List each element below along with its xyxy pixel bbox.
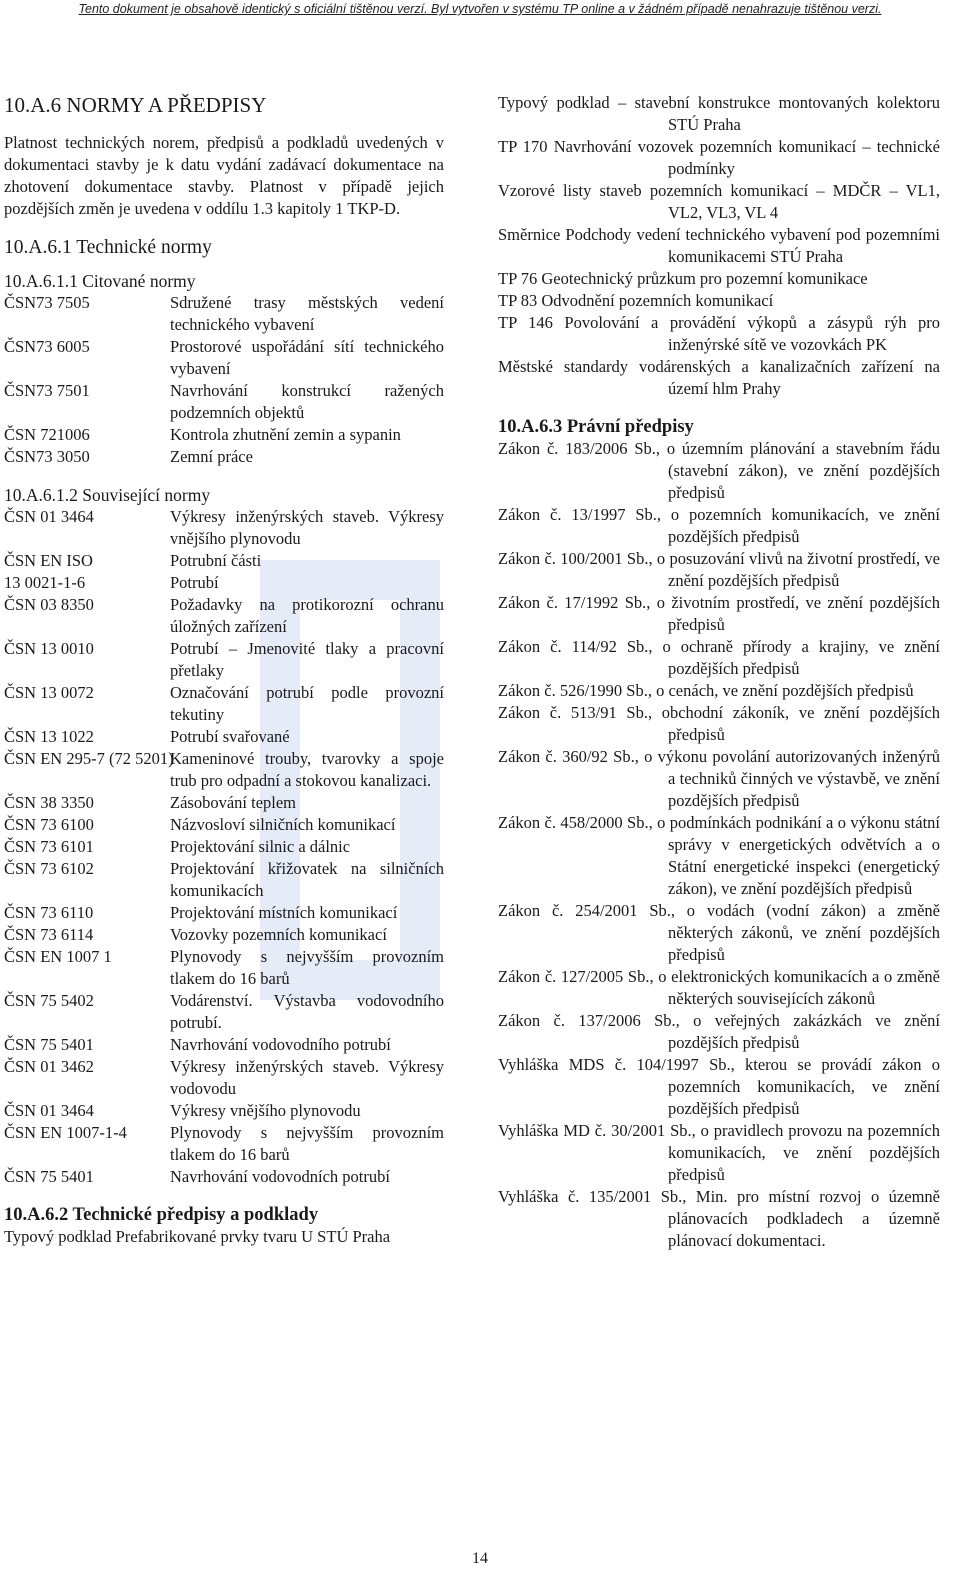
law-item: Vyhláška MD č. 30/2001 Sb., o pravidlech provozu na pozemních komunikacích, ve znění pozdějších předpisů	[498, 1121, 940, 1184]
standard-title: Prostorové uspořádání sítí technického vybavení	[170, 337, 444, 378]
standard-title: Výkresy inženýrských staveb. Výkresy vnějšího plynovodu	[170, 507, 444, 548]
law-item: Zákon č. 13/1997 Sb., o pozemních komunikacích, ve znění pozdějších předpisů	[498, 505, 940, 546]
standard-code: ČSN 03 8350	[4, 595, 94, 614]
standard-code: ČSN 13 0072	[4, 683, 94, 702]
standard-code: ČSN 73 6102	[4, 859, 94, 878]
standard-row	[4, 726, 444, 748]
regulation-item: TP 76 Geotechnický průzkum pro pozemní komunikace	[498, 269, 868, 288]
standard-title: Vozovky pozemních komunikací	[170, 925, 387, 944]
standard-code: ČSN 73 6100	[4, 815, 94, 834]
standard-code: ČSN73 7505	[4, 293, 90, 312]
standard-title: Navrhování vodovodního potrubí	[170, 1035, 391, 1054]
regulation-item: Městské standardy vodárenských a kanalizačních zařízení na území hlm Prahy	[498, 357, 940, 398]
laws-list	[498, 438, 940, 1252]
standard-row	[4, 506, 444, 550]
law-item: Zákon č. 114/92 Sb., o ochraně přírody a krajiny, ve znění pozdějších předpisů	[498, 637, 940, 678]
section-heading: 10.A.6 NORMY A PŘEDPISY	[4, 93, 267, 117]
standard-title: Plynovody s nejvyšším provozním tlakem do 16 barů	[170, 1123, 444, 1164]
standard-code: ČSN 01 3464	[4, 1101, 94, 1120]
standard-code: ČSN 75 5402	[4, 991, 94, 1010]
standard-title: Projektování místních komunikací	[170, 903, 398, 922]
standard-row	[4, 424, 444, 446]
standard-row	[4, 1122, 444, 1166]
standard-title: Sdružené trasy městských vedení technického vybavení	[170, 293, 444, 334]
standard-code: ČSN EN 295-7 (72 5201)	[4, 749, 174, 768]
intro-paragraph: Platnost technických norem, předpisů a podkladů uvedených v dokumentaci stavby je k datu vydání zadávací dokumentace na zhotovení dokumentace stavby. Platnost v případě jejich pozdějších změn je uvedena v oddílu 1.3 kapitoly 1 TKP-D.	[4, 133, 444, 218]
regulation-item: Směrnice Podchody vedení technického vybavení pod pozemními komunikacemi STÚ Praha	[498, 225, 940, 266]
standard-row	[4, 682, 444, 726]
standard-code: ČSN 13 1022	[4, 727, 94, 746]
law-item: Vyhláška č. 135/2001 Sb., Min. pro místní rozvoj o územně plánovacích podkladech a územně plánovací dokumentaci.	[498, 1187, 940, 1250]
standard-row	[4, 638, 444, 682]
standard-row	[4, 336, 444, 380]
regulation-item: Typový podklad – stavební konstrukce montovaných kolektoru STÚ Praha	[498, 93, 940, 134]
standard-code: ČSN 38 3350	[4, 793, 94, 812]
standard-title: Výkresy vnějšího plynovodu	[170, 1101, 361, 1120]
law-item: Zákon č. 526/1990 Sb., o cenách, ve znění pozdějších předpisů	[498, 681, 914, 700]
standard-code: ČSN EN ISO	[4, 551, 93, 570]
standard-row	[4, 1056, 444, 1100]
related-standards-list	[4, 506, 444, 1188]
law-item: Zákon č. 458/2000 Sb., o podmínkách podnikání a o výkonu státní správy v energetických odvětvích a o Státní energetické inspekci (energetický zákon), ve znění pozdějších předpisů	[498, 813, 940, 898]
standard-title: Potrubí – Jmenovité tlaky a pracovní přetlaky	[170, 639, 444, 680]
standard-title: Projektování silnic a dálnic	[170, 837, 351, 856]
related-standards-heading: 10.A.6.1.2 Související normy	[4, 485, 211, 505]
standard-row	[4, 946, 444, 990]
standard-code: ČSN 75 5401	[4, 1167, 94, 1186]
law-item: Vyhláška MDS č. 104/1997 Sb., kterou se provádí zákon o pozemních komunikacích, ve znění pozdějších předpisů	[498, 1055, 940, 1118]
standard-title: Plynovody s nejvyšším provozním tlakem do 16 barů	[170, 947, 444, 988]
technical-regulations-heading: 10.A.6.2 Technické předpisy a podklady	[4, 1205, 319, 1225]
standard-title: Názvosloví silničních komunikací	[170, 815, 396, 834]
standard-row	[4, 380, 444, 424]
standard-row	[4, 792, 444, 814]
standard-code: ČSN73 3050	[4, 447, 90, 466]
standard-row	[4, 924, 444, 946]
standard-title: Zemní práce	[170, 447, 253, 466]
standard-title: Výkresy inženýrských staveb. Výkresy vodovodu	[170, 1057, 444, 1098]
standard-row	[4, 990, 444, 1034]
right-column	[498, 92, 940, 1252]
law-item: Zákon č. 17/1992 Sb., o životním prostředí, ve znění pozdějších předpisů	[498, 593, 940, 634]
regulation-item: TP 146 Povolování a provádění výkopů a zásypů rýh pro inženýrské sítě ve vozovkách PK	[498, 313, 940, 354]
standard-row	[4, 858, 444, 902]
regulation-item: TP 83 Odvodnění pozemních komunikací	[498, 291, 774, 310]
subsection-heading: 10.A.6.1 Technické normy	[4, 237, 212, 258]
standard-row	[4, 550, 444, 572]
page-number: 14	[472, 1550, 488, 1567]
standard-code: ČSN EN 1007-1-4	[4, 1123, 127, 1142]
law-item: Zákon č. 183/2006 Sb., o územním plánování a stavebním řádu (stavební zákon), ve znění pozdějších předpisů	[498, 439, 940, 502]
standard-code: 13 0021-1-6	[4, 573, 86, 592]
standard-code: ČSN 13 0010	[4, 639, 94, 658]
standard-row	[4, 446, 444, 468]
technical-regulation-item: Typový podklad Prefabrikované prvky tvaru U STÚ Praha	[4, 1227, 391, 1246]
left-column	[4, 92, 444, 1248]
standard-title: Projektování křižovatek na silničních komunikacích	[170, 859, 444, 900]
law-item: Zákon č. 254/2001 Sb., o vodách (vodní zákon) a změně některých zákonů, ve znění pozdějších předpisů	[498, 901, 940, 964]
regulation-item: Vzorové listy staveb pozemních komunikací – MDČR – VL1, VL2, VL3, VL 4	[498, 181, 940, 222]
standard-code: ČSN 75 5401	[4, 1035, 94, 1054]
legal-regulations-heading: 10.A.6.3 Právní předpisy	[498, 417, 694, 437]
standard-title: Vodárenství. Výstavba vodovodního potrubí.	[170, 991, 444, 1032]
standard-row	[4, 594, 444, 638]
cited-standards-heading: 10.A.6.1.1 Citované normy	[4, 271, 196, 291]
law-item: Zákon č. 127/2005 Sb., o elektronických komunikacích a o změně některých souvisejících zákonů	[498, 967, 940, 1008]
standard-title: Navrhování vodovodních potrubí	[170, 1167, 390, 1186]
disclaimer-banner: Tento dokument je obsahově identický s oficiální tištěnou verzí. Byl vytvořen v systému TP online a v žádném případě nenahrazuje tištěnou verzi.	[78, 2, 882, 16]
standard-row	[4, 836, 444, 858]
standard-code: ČSN 721006	[4, 425, 90, 444]
standard-code: ČSN 73 6101	[4, 837, 94, 856]
standard-title: Kontrola zhutnění zemin a sypanin	[170, 425, 401, 444]
law-item: Zákon č. 100/2001 Sb., o posuzování vlivů na životní prostředí, ve znění pozdějších předpisů	[498, 549, 940, 590]
standard-row	[4, 292, 444, 336]
standard-title: Potrubní části	[170, 551, 262, 570]
standard-row	[4, 1100, 444, 1122]
standard-title: Potrubí svařované	[170, 727, 290, 746]
law-item: Zákon č. 137/2006 Sb., o veřejných zakázkách ve znění pozdějších předpisů	[498, 1011, 940, 1052]
standard-code: ČSN73 6005	[4, 337, 90, 356]
standard-row	[4, 572, 444, 594]
standard-code: ČSN 01 3464	[4, 507, 94, 526]
standard-row	[4, 1166, 444, 1188]
standard-title: Požadavky na protikorozní ochranu úložných zařízení	[170, 595, 444, 636]
regulation-item: TP 170 Navrhování vozovek pozemních komunikací – technické podmínky	[498, 137, 940, 178]
standard-title: Zásobování teplem	[170, 793, 297, 812]
law-item: Zákon č. 513/91 Sb., obchodní zákoník, ve znění pozdějších předpisů	[498, 703, 940, 744]
standard-title: Potrubí	[170, 573, 219, 592]
standard-title: Navrhování konstrukcí ražených podzemních objektů	[170, 381, 444, 422]
cited-standards-list	[4, 292, 444, 468]
standard-title: Označování potrubí podle provozní tekutiny	[170, 683, 444, 724]
standard-row	[4, 814, 444, 836]
standard-code: ČSN 01 3462	[4, 1057, 94, 1076]
standard-code: ČSN 73 6114	[4, 925, 94, 944]
standard-row	[4, 1034, 444, 1056]
regulations-list	[498, 92, 940, 400]
law-item: Zákon č. 360/92 Sb., o výkonu povolání autorizovaných inženýrů a techniků činných ve výstavbě, ve znění pozdějších předpisů	[498, 747, 940, 810]
standard-row	[4, 748, 444, 792]
standard-row	[4, 902, 444, 924]
standard-title: Kameninové trouby, tvarovky a spoje trub pro odpadní a stokovou kanalizaci.	[170, 749, 444, 790]
standard-code: ČSN EN 1007 1	[4, 947, 112, 966]
standard-code: ČSN73 7501	[4, 381, 90, 400]
standard-code: ČSN 73 6110	[4, 903, 94, 922]
